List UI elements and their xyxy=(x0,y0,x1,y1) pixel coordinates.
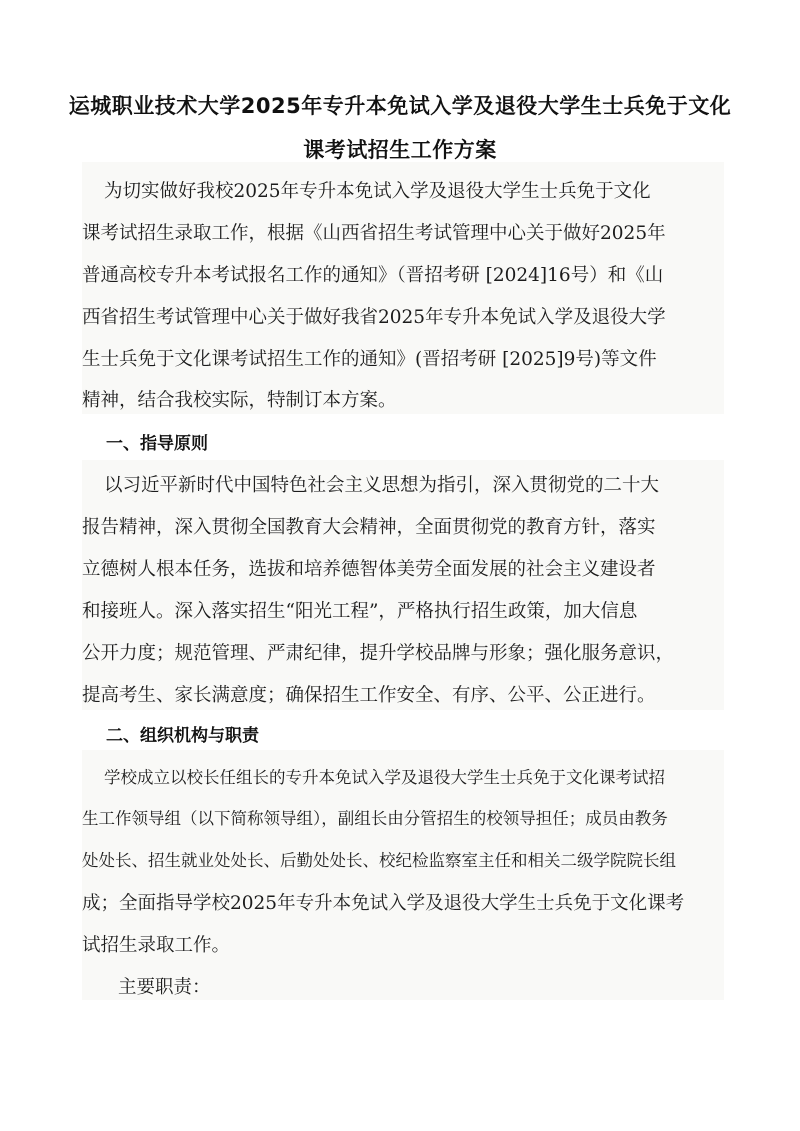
intro-line: 精神，结合我校实际，特制订本方案。 xyxy=(82,390,397,411)
section1-line: 提高考生、家长满意度；确保招生工作安全、有序、公平、公正进行。 xyxy=(82,685,656,706)
section1-line: 公开力度；规范管理、严肃纪律，提升学校品牌与形象；强化服务意识， xyxy=(82,643,675,664)
section1-line: 立德树人根本任务，选拔和培养德智体美劳全面发展的社会主义建设者 xyxy=(82,559,656,580)
intro-line: 西省招生考试管理中心关于做好我省2025年专升本免试入学及退役大学 xyxy=(82,307,666,328)
section1-line: 以习近平新时代中国特色社会主义思想为指引，深入贯彻党的二十大 xyxy=(104,475,660,496)
section-heading-organization: 二、组织机构与职责 xyxy=(106,726,259,746)
intro-line: 生士兵免于文化课考试招生工作的通知》(晋招考研 [2025]9号)等文件 xyxy=(82,349,657,370)
section2-line: 处处长、招生就业处处长、后勤处处长、校纪检监察室主任和相关二级学院院长组 xyxy=(82,851,676,870)
duties-label: 主要职责： xyxy=(118,977,211,998)
intro-line: 课考试招生录取工作，根据《山西省招生考试管理中心关于做好2025年 xyxy=(82,223,666,244)
paragraph-background xyxy=(82,460,724,710)
section2-line: 试招生录取工作。 xyxy=(82,935,231,956)
section2-line: 成；全面指导学校2025年专升本免试入学及退役大学生士兵免于文化课考 xyxy=(82,893,685,914)
intro-line: 为切实做好我校2025年专升本免试入学及退役大学生士兵免于文化 xyxy=(104,181,651,202)
section2-line: 生工作领导组（以下简称领导组），副组长由分管招生的校领导担任；成员由教务 xyxy=(82,809,668,828)
document-title-line-1: 运城职业技术大学2025年专升本免试入学及退役大学生士兵免于文化 xyxy=(68,94,732,118)
section1-line: 报告精神，深入贯彻全国教育大会精神，全面贯彻党的教育方针，落实 xyxy=(82,517,656,538)
intro-line: 普通高校专升本考试报名工作的通知》（晋招考研 [2024]16号）和《山 xyxy=(82,265,664,286)
document-title-line-2: 课考试招生工作方案 xyxy=(303,138,497,162)
section2-line: 学校成立以校长任组长的专升本免试入学及退役大学生士兵免于文化课考试招 xyxy=(104,768,665,787)
section1-line: 和接班人。深入落实招生“阳光工程”，严格执行招生政策，加大信息 xyxy=(82,601,638,622)
section-heading-guiding-principles: 一、指导原则 xyxy=(106,434,208,454)
